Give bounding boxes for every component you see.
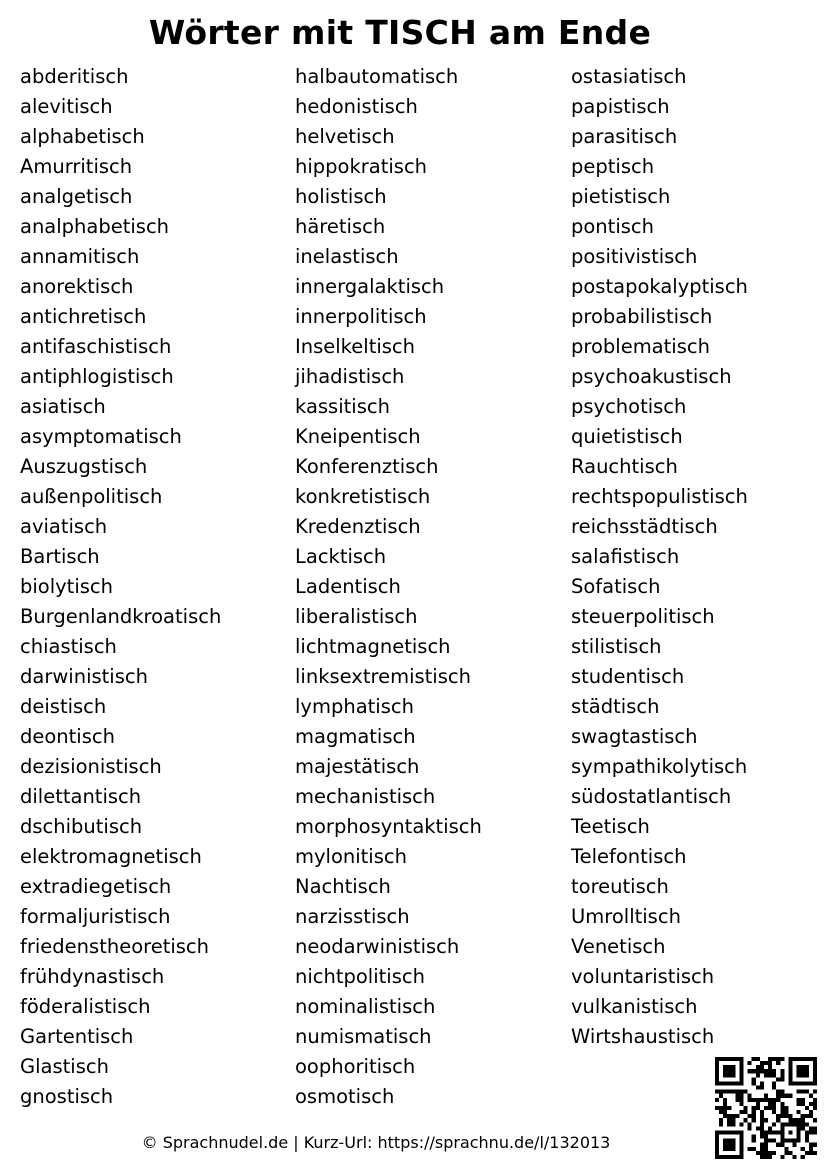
word-item: neodarwinistisch <box>295 935 460 958</box>
word-item: osmotisch <box>295 1085 395 1108</box>
word-item: holistisch <box>295 185 387 208</box>
word-item: parasitisch <box>571 125 678 148</box>
word-item: städtisch <box>571 695 660 718</box>
word-item: chiastisch <box>20 635 117 658</box>
word-item: majestätisch <box>295 755 420 778</box>
word-item: psychoakustisch <box>571 365 732 388</box>
word-item: Kredenztisch <box>295 515 421 538</box>
word-item: Umrolltisch <box>571 905 681 928</box>
word-item: morphosyntaktisch <box>295 815 482 838</box>
word-item: Telefontisch <box>571 845 687 868</box>
word-item: Inselkeltisch <box>295 335 415 358</box>
word-item: jihadistisch <box>295 365 405 388</box>
qr-code-icon <box>715 1057 817 1159</box>
word-item: biolytisch <box>20 575 113 598</box>
word-item: Sofatisch <box>571 575 661 598</box>
word-item: hedonistisch <box>295 95 418 118</box>
word-item: Wirtshaustisch <box>571 1025 715 1048</box>
word-item: Auszugstisch <box>20 455 148 478</box>
word-item: helvetisch <box>295 125 395 148</box>
word-item: ostasiatisch <box>571 65 687 88</box>
word-item: friedenstheoretisch <box>20 935 210 958</box>
word-item: lymphatisch <box>295 695 414 718</box>
word-item: psychotisch <box>571 395 687 418</box>
word-item: positivistisch <box>571 245 698 268</box>
word-item: numismatisch <box>295 1025 432 1048</box>
word-item: frühdynastisch <box>20 965 165 988</box>
word-item: vulkanistisch <box>571 995 698 1018</box>
word-item: Kneipentisch <box>295 425 421 448</box>
word-item: asymptomatisch <box>20 425 182 448</box>
word-item: konkretistisch <box>295 485 431 508</box>
word-item: Venetisch <box>571 935 666 958</box>
word-item: antichretisch <box>20 305 147 328</box>
word-item: formaljuristisch <box>20 905 171 928</box>
word-item: nominalistisch <box>295 995 436 1018</box>
word-item: Glastisch <box>20 1055 109 1078</box>
word-item: pietistisch <box>571 185 671 208</box>
word-item: föderalistisch <box>20 995 151 1018</box>
word-item: analphabetisch <box>20 215 170 238</box>
word-item: kassitisch <box>295 395 390 418</box>
word-item: pontisch <box>571 215 654 238</box>
word-item: Burgenlandkroatisch <box>20 605 222 628</box>
word-item: Ladentisch <box>295 575 401 598</box>
word-item: antiphlogistisch <box>20 365 174 388</box>
word-item: südostatlantisch <box>571 785 732 808</box>
word-item: alphabetisch <box>20 125 145 148</box>
word-item: extradiegetisch <box>20 875 172 898</box>
word-item: darwinistisch <box>20 665 148 688</box>
word-item: probabilistisch <box>571 305 713 328</box>
word-item: quietistisch <box>571 425 683 448</box>
word-item: lichtmagnetisch <box>295 635 451 658</box>
word-item: innerpolitisch <box>295 305 427 328</box>
word-item: problematisch <box>571 335 710 358</box>
footer-text: © Sprachnudel.de | Kurz-Url: https://sprachnu.de/l/132013 <box>141 1133 611 1152</box>
word-item: narzisstisch <box>295 905 410 928</box>
word-item: studentisch <box>571 665 685 688</box>
word-item: stilistisch <box>571 635 662 658</box>
word-item: Bartisch <box>20 545 100 568</box>
word-item: magmatisch <box>295 725 416 748</box>
word-item: swagtastisch <box>571 725 698 748</box>
word-item: gnostisch <box>20 1085 114 1108</box>
word-item: sympathikolytisch <box>571 755 748 778</box>
word-item: papistisch <box>571 95 670 118</box>
word-item: Lacktisch <box>295 545 387 568</box>
word-item: deontisch <box>20 725 115 748</box>
word-item: elektromagnetisch <box>20 845 202 868</box>
word-item: anorektisch <box>20 275 134 298</box>
word-item: abderitisch <box>20 65 129 88</box>
word-item: alevitisch <box>20 95 113 118</box>
word-column-3 <box>571 62 748 1052</box>
word-item: Gartentisch <box>20 1025 134 1048</box>
word-item: innergalaktisch <box>295 275 445 298</box>
page-title: Wörter mit TISCH am Ende <box>148 13 652 52</box>
word-item: steuerpolitisch <box>571 605 715 628</box>
word-item: mylonitisch <box>295 845 407 868</box>
word-item: häretisch <box>295 215 386 238</box>
word-item: salafistisch <box>571 545 680 568</box>
word-item: voluntaristisch <box>571 965 715 988</box>
word-item: mechanistisch <box>295 785 436 808</box>
word-item: peptisch <box>571 155 655 178</box>
word-item: oophoritisch <box>295 1055 416 1078</box>
word-item: postapokalyptisch <box>571 275 748 298</box>
word-item: antifaschistisch <box>20 335 172 358</box>
word-item: annamitisch <box>20 245 140 268</box>
word-item: Rauchtisch <box>571 455 678 478</box>
word-item: Teetisch <box>571 815 650 838</box>
word-item: Konferenztisch <box>295 455 439 478</box>
word-item: hippokratisch <box>295 155 428 178</box>
word-item: nichtpolitisch <box>295 965 425 988</box>
word-item: halbautomatisch <box>295 65 459 88</box>
word-column-2 <box>295 62 482 1112</box>
word-item: aviatisch <box>20 515 108 538</box>
word-item: asiatisch <box>20 395 106 418</box>
word-item: dezisionistisch <box>20 755 162 778</box>
word-item: außenpolitisch <box>20 485 163 508</box>
word-item: liberalistisch <box>295 605 418 628</box>
word-column-1 <box>20 62 221 1112</box>
word-item: Nachtisch <box>295 875 391 898</box>
word-item: reichsstädtisch <box>571 515 718 538</box>
word-item: linksextremistisch <box>295 665 471 688</box>
word-item: dilettantisch <box>20 785 142 808</box>
word-item: toreutisch <box>571 875 669 898</box>
word-item: inelastisch <box>295 245 399 268</box>
word-item: analgetisch <box>20 185 133 208</box>
word-item: deistisch <box>20 695 107 718</box>
word-item: Amurritisch <box>20 155 133 178</box>
word-item: rechtspopulistisch <box>571 485 748 508</box>
word-item: dschibutisch <box>20 815 143 838</box>
